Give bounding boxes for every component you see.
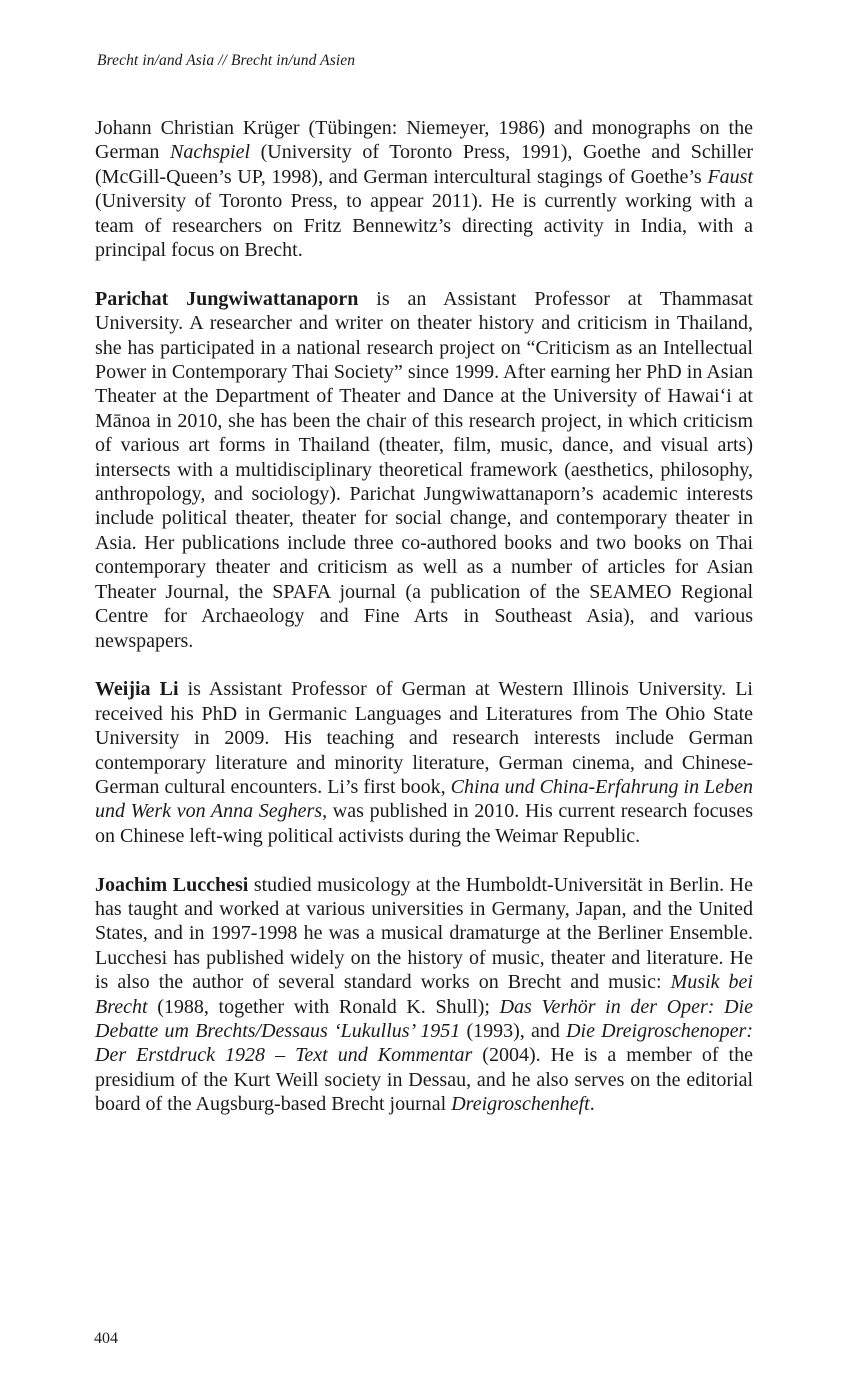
paragraph-li — [95, 677, 753, 848]
author-name: Parichat Jungwiwattanaporn — [95, 287, 359, 310]
text-run: (University of Toronto Press, 1991), Goethe and Schiller (McGill-Queen’s UP, 1998), and German intercultural stagings of Goethe’s — [95, 141, 754, 188]
text-run: Johann Christian Krüger (Tübingen: Niemeyer, 1986) and monographs on the German — [95, 117, 753, 164]
text-run-italic: Dreigroschenheft — [451, 1093, 590, 1116]
text-run: is Assistant Professor of German at Western Illinois University. Li received his PhD in Germanic Languages and Literatures from The Ohio State University in 2009. His teaching and research interests include German contemporary literature and minority literature, German cinema, and Chinese-German cultural encounters. Li’s first book, — [95, 678, 753, 798]
paragraph-jungwiwattanaporn — [95, 287, 753, 653]
text-run: (2004). He is a member of the presidium of the Kurt Weill society in Dessau, and he also serves on the editorial board of the Augsburg-based Brecht journal — [95, 1044, 753, 1116]
text-run: is an Assistant Professor at Thammasat University. A researcher and writer on theater history and criticism in Thailand, she has participated in a national research project on “Criticism as an Intellectual Power in Contemporary Thai Society” since 1999. After earning her PhD in Asian Theater at the Department of Theater and Dance at the University of Hawai‘i at Mānoa in 2010, she has been the chair of this research project, in which criticism of various art forms in Thailand (theater, film, music, dance, and visual arts) intersects with a multidisciplinary theoretical framework (aesthetics, philosophy, anthropology, and sociology). Parichat Jungwiwattanaporn’s academic interests include political theater, theater for social change, and contemporary theater in Asia. Her publications include three co-authored books and two books on Thai contemporary theater and criticism as well as a number of articles for Asian Theater Journal, the SPAFA journal (a publication of the SEAMEO Regional Centre for Archaeology and Fine Arts in Southeast Asia), and various newspapers. — [95, 287, 753, 652]
body-text — [95, 116, 753, 1141]
text-run: , was published in 2010. His current research focuses on Chinese left-wing political activists during the Weimar Republic. — [95, 800, 753, 847]
text-run: studied musicology at the Humboldt-Universität in Berlin. He has taught and worked at various universities in Germany, Japan, and the United States, and in 1997-1998 he was a musical dramaturge at the Berliner Ensemble. Lucchesi has published widely on the history of music, theater and literature. He is also the author of several standard works on Brecht and music: — [95, 873, 753, 994]
text-run: (1988, together with Ronald K. Shull); — [147, 995, 500, 1018]
text-run-italic: Faust — [707, 165, 753, 188]
page-number: 404 — [94, 1330, 118, 1347]
text-run: (1993), and — [460, 1019, 567, 1042]
text-run: (University of Toronto Press, to appear 2011). He is currently working with a team of researchers on Fritz Bennewitz’s directing activity in India, with a principal focus on Brecht. — [95, 190, 753, 262]
text-run-italic: Musik bei Brecht — [95, 971, 753, 1018]
text-run-italic: Das Verhör in der Oper: Die Debatte um Brechts/Dessaus ‘Lukullus’ 1951 — [95, 995, 753, 1042]
running-head: Brecht in/and Asia // Brecht in/und Asien — [97, 52, 356, 69]
author-name: Weijia Li — [95, 678, 179, 701]
paragraph-kruger-continuation — [95, 116, 753, 262]
text-run: . — [589, 1093, 595, 1116]
text-run-italic: China und China-Erfahrung in Leben und Werk von Anna Seghers — [95, 775, 753, 823]
text-run-italic: Die Dreigroschenoper: Der Erstdruck 1928 – Text und Kommentar — [95, 1019, 753, 1067]
author-name: Joachim Lucchesi — [95, 873, 249, 896]
paragraph-lucchesi — [95, 873, 753, 1117]
text-run-italic: Nachspiel — [170, 141, 251, 164]
